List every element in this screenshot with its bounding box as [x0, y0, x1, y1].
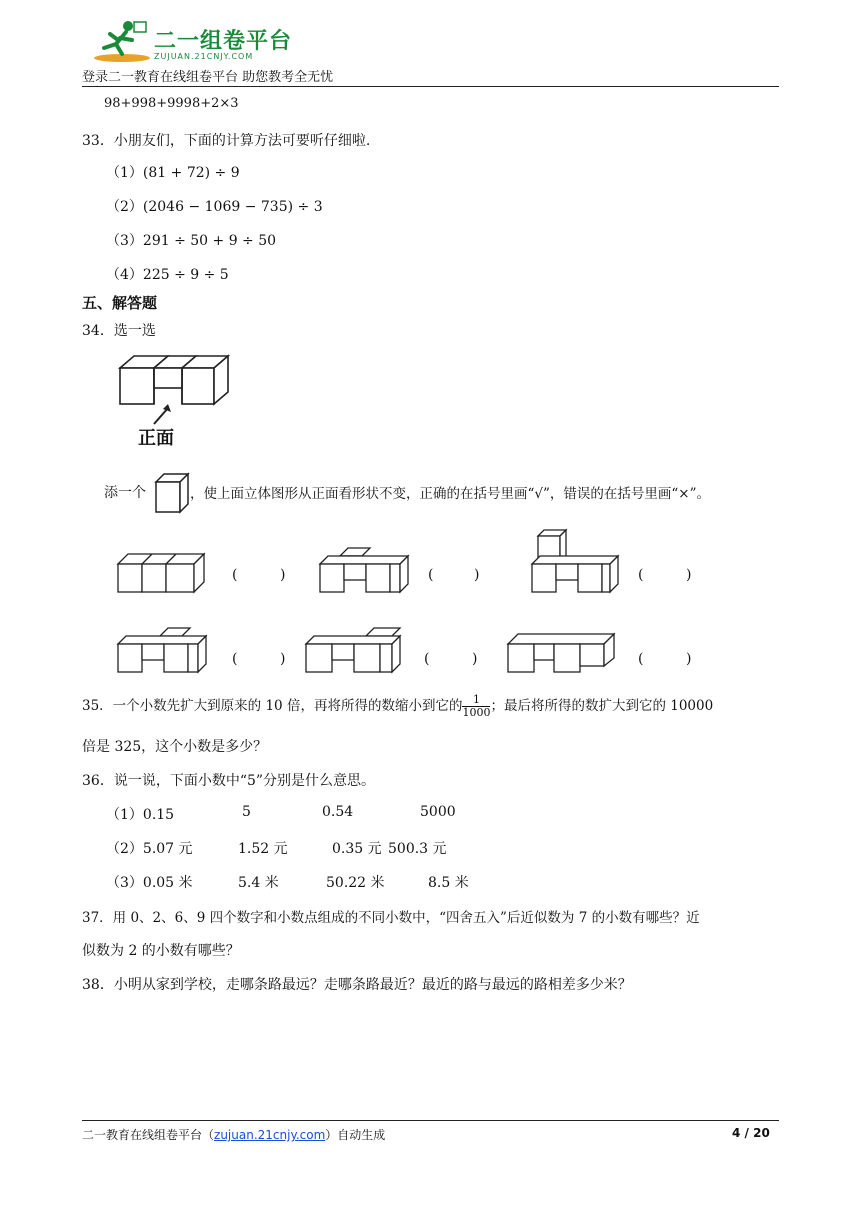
option-figure-2: [318, 546, 412, 598]
answer-paren-close: ): [474, 567, 480, 583]
question-33-item-1: （1）(81 + 72) ÷ 9: [106, 165, 240, 181]
answer-paren-open: (: [638, 651, 644, 667]
q36-cell: （1）0.15: [106, 807, 175, 823]
option-figure-1: [116, 550, 208, 598]
single-cube-icon: [154, 472, 190, 514]
header-tagline: 登录二一教育在线组卷平台 助您教考全无忧: [82, 70, 334, 85]
answer-paren-open: (: [428, 567, 434, 583]
q36-cell: 8.5 米: [428, 875, 469, 891]
question-34: 34．选一选: [82, 323, 156, 339]
answer-paren-close: ): [472, 651, 478, 667]
option-figure-6: [506, 630, 618, 678]
question-37-line-1: 37．用 0、2、6、9 四个数字和小数点组成的不同小数中，“四舍五入”后近似数为 7 的小数有哪些？近: [82, 910, 700, 926]
question-36: 36．说一说，下面小数中“5”分别是什么意思。: [82, 773, 376, 789]
page-number: 4 / 20: [732, 1126, 770, 1140]
runner-logo-icon: [92, 18, 152, 64]
q36-cell: 0.35 元: [332, 841, 382, 857]
answer-paren-open: (: [232, 651, 238, 667]
answer-paren-open: (: [638, 567, 644, 583]
q36-cell: 5.4 米: [238, 875, 279, 891]
question-33-item-3: （3）291 ÷ 50 + 9 ÷ 50: [106, 233, 277, 249]
fraction-denominator: 1000: [462, 706, 491, 719]
logo-text: 二一组卷平台: [154, 29, 293, 54]
expression-line: 98+998+9998+2×3: [104, 96, 239, 111]
question-33: 33．小朋友们，下面的计算方法可要听仔细啦.: [82, 133, 371, 149]
q36-cell: 0.54: [322, 804, 354, 820]
instruction-prefix: 添一个: [104, 485, 146, 501]
front-label: 正面: [138, 428, 174, 449]
footer-left: [82, 1126, 385, 1143]
fraction: [462, 694, 490, 719]
logo-subtext: ZUJUAN.21CNJY.COM: [154, 52, 254, 61]
fraction-numerator: 1: [462, 694, 490, 707]
question-37-line-2: 似数为 2 的小数有哪些？: [82, 943, 240, 959]
answer-paren-close: ): [280, 567, 286, 583]
question-35-line-1: [82, 694, 713, 719]
answer-paren-close: ): [686, 567, 692, 583]
header-rule: [82, 86, 779, 87]
option-figure-3: [530, 528, 622, 598]
answer-paren-close: ): [686, 651, 692, 667]
question-33-item-4: （4）225 ÷ 9 ÷ 5: [106, 267, 229, 283]
answer-paren-open: (: [424, 651, 430, 667]
option-figure-4: [116, 626, 210, 678]
q36-cell: 1.52 元: [238, 841, 288, 857]
option-figure-5: [304, 626, 404, 678]
q36-cell: 5000: [420, 804, 456, 820]
question-35-line-2: 倍是 325，这个小数是多少？: [82, 739, 268, 755]
answer-paren-open: (: [232, 567, 238, 583]
question-35-text-b: ；最后将所得的数扩大到它的 10000: [490, 698, 714, 714]
q36-cell: 5: [242, 804, 251, 820]
question-34-instruction: [104, 482, 146, 502]
q36-cell: 500.3 元: [388, 841, 447, 857]
instruction-suffix: ，使上面立体图形从正面看形状不变，正确的在括号里画“√”，错误的在括号里画“×”。: [190, 486, 711, 502]
footer-rule: [82, 1120, 779, 1121]
section-title-5: 五、解答题: [82, 294, 158, 312]
question-38: 38．小明从家到学校，走哪条路最远？走哪条路最近？最近的路与最远的路相差多少米？: [82, 977, 632, 993]
footer-suffix: ）自动生成: [325, 1128, 386, 1142]
answer-paren-close: ): [280, 651, 286, 667]
main-cube-figure: [118, 352, 232, 448]
header-logo: [92, 18, 293, 66]
footer-prefix: 二一教育在线组卷平台（: [82, 1128, 215, 1142]
footer-link[interactable]: zujuan.21cnjy.com: [214, 1128, 326, 1142]
question-33-item-2: （2）(2046 − 1069 − 735) ÷ 3: [106, 199, 323, 215]
q36-cell: （2）5.07 元: [106, 841, 193, 857]
q36-cell: （3）0.05 米: [106, 875, 193, 891]
question-35-text-a: 35．一个小数先扩大到原来的 10 倍，再将所得的数缩小到它的: [82, 698, 463, 714]
q36-cell: 50.22 米: [326, 875, 385, 891]
